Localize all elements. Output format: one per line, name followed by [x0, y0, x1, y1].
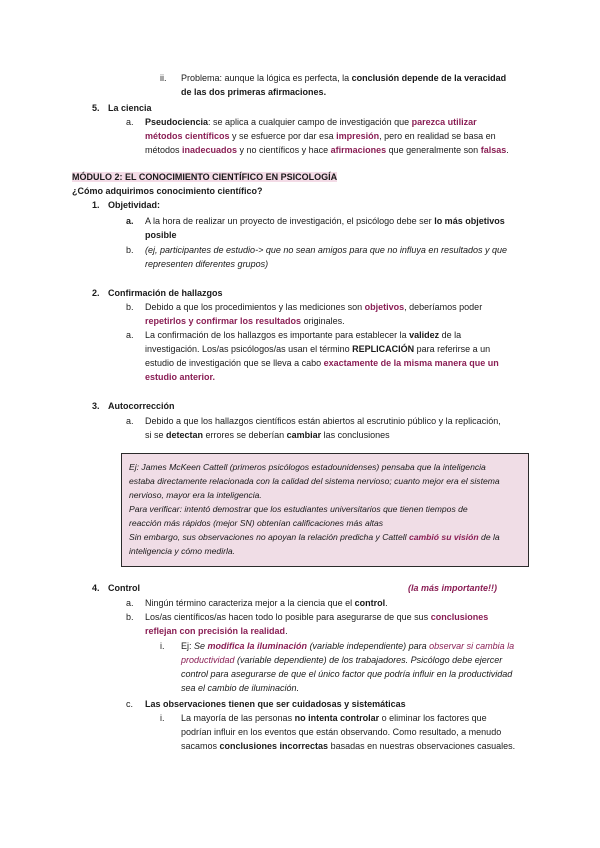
paragraph-line: Las observaciones tienen que ser cuidadosas y sistemáticas	[145, 699, 406, 709]
highlight-text: modifica la iluminación	[207, 641, 308, 651]
text: o eliminar los factores que	[379, 713, 487, 723]
text: Sin embargo, sus observaciones no apoyan la relación predicha y Cattell	[129, 532, 409, 542]
paragraph-line	[145, 129, 496, 143]
highlight-text: reflejan con precisión la realidad	[145, 626, 286, 636]
paragraph-line	[145, 300, 482, 314]
list-marker: b.	[126, 302, 134, 312]
paragraph-line	[145, 214, 505, 228]
list-marker: a.	[126, 117, 134, 127]
highlight-text: exactamente de la misma manera que un	[323, 358, 499, 368]
paragraph-line	[145, 143, 509, 157]
paragraph-line: Debido a que los hallazgos científicos están abiertos al escrutinio público y la replicación,	[145, 416, 501, 426]
highlight-text: falsas	[480, 145, 507, 155]
paragraph-line: podrían influir en los eventos que están observando. Como resultado, a menudo	[181, 727, 502, 737]
bold-text: REPLICACIÓN	[352, 344, 415, 354]
box-line: Para verificar: intentó demostrar que los estudiantes universitarios que tienen tiempos de	[129, 504, 468, 514]
bold-text: lo más objetivos	[434, 216, 505, 226]
highlight-text: estudio anterior.	[145, 372, 216, 382]
list-marker: 5.	[92, 103, 100, 113]
box-line	[129, 530, 500, 544]
paragraph-line	[145, 356, 499, 370]
text: Problema: aunque la lógica es perfecta, la	[181, 73, 352, 83]
paragraph-line	[145, 370, 215, 384]
module-title-text: MÓDULO 2: EL CONOCIMIENTO CIENTÍFICO EN PSICOLOGÍA	[72, 172, 338, 182]
paragraph-line	[145, 428, 390, 442]
module-question: ¿Cómo adquirimos conocimiento científico?	[72, 186, 263, 196]
highlight-text: observar si cambia la	[429, 641, 515, 651]
paragraph-line	[181, 653, 502, 667]
module-title	[72, 170, 337, 184]
text: errores se deberían	[203, 430, 287, 440]
paragraph-line	[145, 115, 477, 129]
bold-text: conclusión depende de la veracidad	[351, 73, 507, 83]
highlight-text: cambió su visión	[408, 532, 479, 542]
highlight-text: inadecuados	[182, 145, 238, 155]
text: las conclusiones	[321, 430, 390, 440]
box-line: estaba directamente relacionada con la calidad del sistema nervioso; cuanto mejor era el sistema	[129, 476, 500, 486]
text: que generalmente son	[386, 145, 481, 155]
list-marker: a.	[126, 216, 134, 226]
paragraph-line	[145, 624, 288, 638]
text: métodos	[145, 145, 183, 155]
highlight-text: afirmaciones	[330, 145, 387, 155]
paragraph-line	[181, 71, 506, 85]
bold-text: cambiar	[286, 430, 322, 440]
text: de la	[439, 330, 462, 340]
bold-text: validez	[409, 330, 440, 340]
list-marker: i.	[160, 713, 165, 723]
text: Ningún término caracteriza mejor a la ciencia que el	[145, 598, 355, 608]
section-title: La ciencia	[108, 103, 152, 113]
text: investigación. Los/as psicólogos/as usan el término	[145, 344, 353, 354]
section-title: Control	[108, 583, 140, 593]
list-marker: 2.	[92, 288, 100, 298]
highlight-text: objetivos	[364, 302, 405, 312]
text: estudio de investigación que se lleva a cabo	[145, 358, 324, 368]
list-marker: 4.	[92, 583, 100, 593]
paragraph-line	[145, 342, 490, 356]
list-marker: i.	[160, 641, 165, 651]
list-marker: a.	[126, 330, 134, 340]
paragraph-line	[145, 228, 177, 242]
highlight-text: productividad	[181, 655, 235, 665]
list-marker: b.	[126, 245, 134, 255]
box-line: Ej: James McKeen Cattell (primeros psicólogos estadounidenses) pensaba que la inteligencia	[129, 462, 486, 472]
list-marker: ii.	[160, 73, 167, 83]
box-line: reacción más rápidos (mejor SN) obtenían calificaciones más altas	[129, 518, 384, 528]
text: Se	[194, 641, 208, 651]
list-marker: c.	[126, 699, 134, 709]
section-title: Confirmación de hallazgos	[108, 288, 223, 298]
paragraph-line	[145, 328, 461, 342]
paragraph-line	[181, 739, 515, 753]
bold-text: control	[354, 598, 386, 608]
bold-text: conclusiones incorrectas	[219, 741, 329, 751]
list-marker: b.	[126, 612, 134, 622]
bold-text: detectan	[166, 430, 204, 440]
list-marker: a.	[126, 416, 134, 426]
text: .	[285, 626, 288, 636]
box-line: inteligencia y cómo medirla.	[129, 546, 236, 556]
highlight-text: impresión	[336, 131, 380, 141]
text: Los/as científicos/as hacen todo lo posible para asegurarse de que sus	[145, 612, 431, 622]
text: y se esfuerce por dar esa	[229, 131, 337, 141]
list-marker: 1.	[92, 200, 100, 210]
text: si se	[145, 430, 167, 440]
text: La confirmación de los hallazgos es importante para establecer la	[145, 330, 410, 340]
text: .	[385, 598, 388, 608]
text: La mayoría de las personas	[181, 713, 295, 723]
text: A la hora de realizar un proyecto de investigación, el psicólogo debe ser	[145, 216, 435, 226]
text: , deberíamos poder	[404, 302, 483, 312]
section-title: Objetividad:	[108, 200, 161, 210]
bold-text: posible	[145, 230, 177, 240]
text: para referirse a un	[414, 344, 491, 354]
paragraph-line	[181, 711, 487, 725]
highlight-text: métodos científicos	[145, 131, 230, 141]
text: : se aplica a cualquier campo de investigación que	[208, 117, 412, 127]
paragraph-line: sea el cambio de iluminación.	[181, 683, 300, 693]
paragraph-line	[145, 610, 488, 624]
importance-note: (la más importante!!)	[408, 583, 498, 593]
section-title: Autocorrección	[108, 401, 175, 411]
text: basadas en nuestras observaciones casuales.	[328, 741, 516, 751]
example-box	[121, 453, 529, 567]
list-marker: a.	[126, 598, 134, 608]
bold-text: no intenta controlar	[294, 713, 380, 723]
highlight-text: conclusiones	[430, 612, 489, 622]
text: y no científicos y hace	[237, 145, 331, 155]
text: sacamos	[181, 741, 220, 751]
highlight-text: parezca utilizar	[411, 117, 477, 127]
text: de la	[478, 532, 500, 542]
text: originales.	[301, 316, 345, 326]
paragraph-line: (ej, participantes de estudio-> que no sean amigos para que no influya en resultados y que	[145, 245, 507, 255]
text: Debido a que los procedimientos y las mediciones son	[145, 302, 365, 312]
text: (variable dependiente) de los trabajadores. Psicólogo debe ejercer	[234, 655, 503, 665]
box-line: nervioso, mayor era la inteligencia.	[129, 490, 262, 500]
text: (variable independiente) para	[307, 641, 430, 651]
paragraph-line	[181, 639, 514, 653]
paragraph-line	[181, 85, 326, 99]
bold-text: de las dos primeras afirmaciones.	[181, 87, 327, 97]
paragraph-line: control para asegurarse de que el único factor que podría influir en la productividad	[181, 669, 513, 679]
highlight-text: repetirlos y confirmar los resultados	[145, 316, 302, 326]
paragraph-line: representen diferentes grupos)	[145, 259, 269, 269]
text: Ej:	[181, 641, 195, 651]
paragraph-line	[145, 314, 345, 328]
bold-text: Pseudociencia	[145, 117, 209, 127]
paragraph-line	[145, 596, 388, 610]
text: , pero en realidad se basa en	[379, 131, 496, 141]
list-marker: 3.	[92, 401, 100, 411]
text: .	[506, 145, 509, 155]
